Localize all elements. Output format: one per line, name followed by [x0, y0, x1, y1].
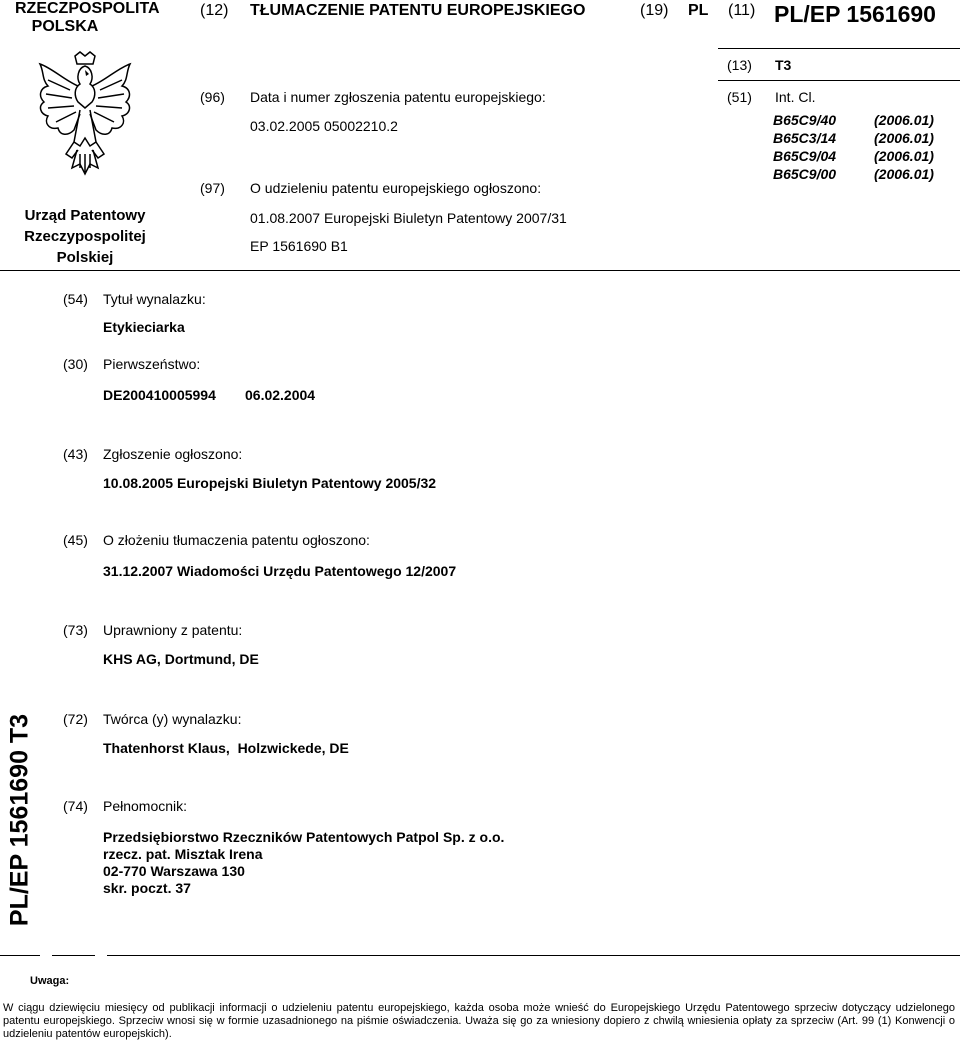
title-label: Tytuł wynalazku:: [103, 291, 206, 307]
inid-51: (51): [727, 89, 752, 105]
classification-row: [773, 148, 934, 164]
field-96-label: Data i numer zgłoszenia patentu europejskiego:: [250, 89, 546, 105]
inid-19: (19): [640, 2, 669, 19]
application-published-value: 10.08.2005 Europejski Biuletyn Patentowy 2005/32: [103, 475, 437, 491]
inventor-value: Thatenhorst Klaus, Holzwickede, DE: [103, 740, 349, 756]
inid-13: (13): [727, 57, 752, 73]
application-published-label: Zgłoszenie ogłoszono:: [103, 446, 243, 462]
inid-96: (96): [200, 89, 225, 105]
translation-published-value: 31.12.2007 Wiadomości Urzędu Patentowego 12/2007: [103, 563, 457, 579]
inid-45: (45): [63, 532, 88, 548]
inid-43: (43): [63, 446, 88, 462]
classification-row: [773, 112, 934, 128]
classification-row: [773, 130, 934, 146]
patent-number: PL/EP 1561690: [774, 1, 936, 27]
polish-eagle-emblem: [30, 50, 140, 180]
note-text: W ciągu dziewięciu miesięcy od publikacji informacji o udzieleniu patentu europejskiego, każda osoba może wnieść do Europejskiego Urzędu Patentowego sprzeciw dotyczący udzielonego patentu europejskiego. Sprzeciw wnosi się w formie uzasadnionego na piśmie oświadczenia. Uważa się go za wniesiony dopiero z chwilą wniesienia opłaty za sprzeciw (Art. 99 (1) Konwencji o udzieleniu patentów europejskich).: [3, 1002, 955, 1040]
classification-code: B65C9/04: [773, 148, 837, 164]
classification-year: (2006.01): [874, 112, 934, 128]
priority-date: 06.02.2004: [245, 387, 316, 403]
country-name: RZECZPOSPOLITA POLSKA: [15, 0, 160, 35]
divider: [718, 48, 960, 49]
inid-97: (97): [200, 180, 225, 196]
classification-year: (2006.01): [874, 130, 934, 146]
inid-54: (54): [63, 291, 88, 307]
inid-73: (73): [63, 622, 88, 638]
proprietor-value: KHS AG, Dortmund, DE: [103, 651, 259, 667]
translation-published-label: O złożeniu tłumaczenia patentu ogłoszono:: [103, 532, 370, 548]
priority-number: DE200410005994: [103, 387, 216, 403]
invention-title: Etykieciarka: [103, 319, 185, 335]
patent-office-name: Urząd Patentowy Rzeczypospolitej Polskiej: [24, 207, 146, 266]
classification-code: B65C9/40: [773, 112, 837, 128]
document-type: TŁUMACZENIE PATENTU EUROPEJSKIEGO: [250, 2, 586, 19]
kind-code: T3: [775, 57, 792, 73]
inid-30: (30): [63, 356, 88, 372]
inid-12: (12): [200, 2, 229, 19]
ep-publication-number: EP 1561690 B1: [250, 238, 348, 254]
proprietor-label: Uprawniony z patentu:: [103, 622, 243, 638]
inventor-label: Twórca (y) wynalazku:: [103, 711, 242, 727]
classification-year: (2006.01): [874, 166, 934, 182]
classification-code: B65C9/00: [773, 166, 837, 182]
divider: [718, 80, 960, 81]
inid-72: (72): [63, 711, 88, 727]
classification-row: [773, 166, 934, 182]
classification-code: B65C3/14: [773, 130, 837, 146]
application-date-number: 03.02.2005 05002210.2: [250, 118, 398, 134]
divider: [0, 955, 40, 956]
int-cl-label: Int. Cl.: [775, 89, 816, 105]
side-patent-label: PL/EP 1561690 T3: [5, 713, 34, 927]
header-divider: [0, 270, 960, 271]
divider: [107, 955, 960, 956]
grant-publication: 01.08.2007 Europejski Biuletyn Patentowy 2007/31: [250, 210, 567, 226]
divider: [52, 955, 95, 956]
attorney-label: Pełnomocnik:: [103, 798, 188, 814]
inid-11: (11): [728, 2, 756, 19]
country-code: PL: [688, 2, 709, 19]
priority-label: Pierwszeństwo:: [103, 356, 201, 372]
note-title: Uwaga:: [30, 975, 70, 987]
attorney-value: Przedsiębiorstwo Rzeczników Patentowych Patpol Sp. z o.o. rzecz. pat. Misztak Irena 02-770 Warszawa 130 skr. poczt. 37: [103, 829, 505, 896]
field-97-label: O udzieleniu patentu europejskiego ogłoszono:: [250, 180, 542, 196]
inid-74: (74): [63, 798, 88, 814]
classification-year: (2006.01): [874, 148, 934, 164]
